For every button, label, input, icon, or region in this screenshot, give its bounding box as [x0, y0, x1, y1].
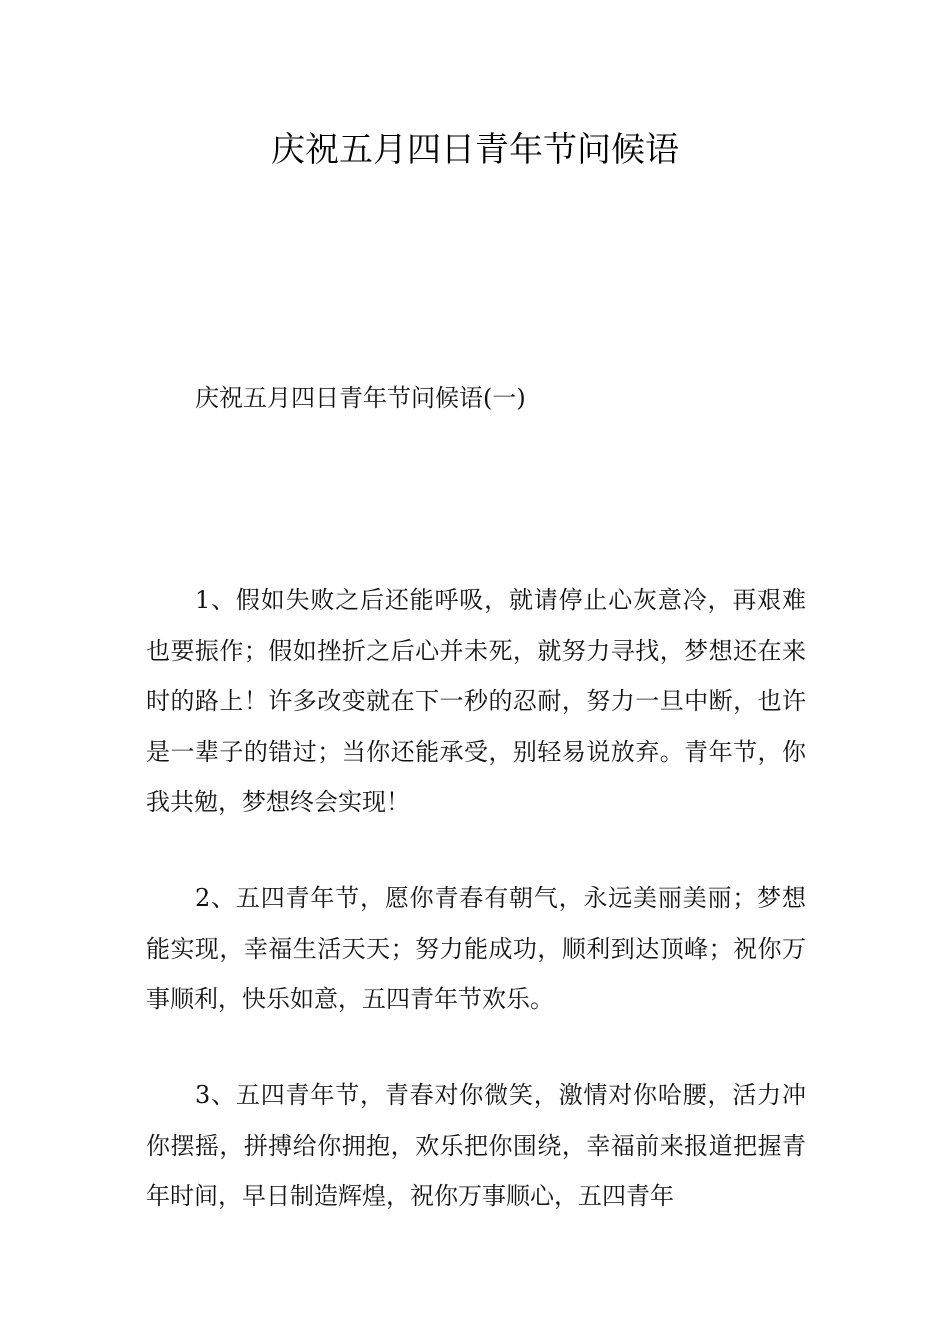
greeting-paragraph-3: 3、五四青年节，青春对你微笑，激情对你哈腰，活力冲你摆摇，拼搏给你拥抱，欢乐把你围绕，幸福前来报道把握青年时间，早日制造辉煌，祝你万事顺心，五四青年 [146, 1081, 806, 1210]
document-title: 庆祝五月四日青年节问候语 [271, 130, 679, 170]
section-subtitle: 庆祝五月四日青年节问候语(一) [195, 384, 526, 412]
greeting-paragraph-1: 1、假如失败之后还能呼吸，就请停止心灰意冷，再艰难也要振作；假如挫折之后心并未死，就努力寻找，梦想还在来时的路上！许多改变就在下一秒的忍耐，努力一旦中断，也许是一辈子的错过；当你还能承受，别轻易说放弃。青年节，你我共勉，梦想终会实现！ [146, 586, 806, 816]
greeting-paragraph-2: 2、五四青年节，愿你青春有朝气，永远美丽美丽；梦想能实现，幸福生活天天；努力能成功，顺利到达顶峰；祝你万事顺利，快乐如意，五四青年节欢乐。 [146, 884, 806, 1013]
